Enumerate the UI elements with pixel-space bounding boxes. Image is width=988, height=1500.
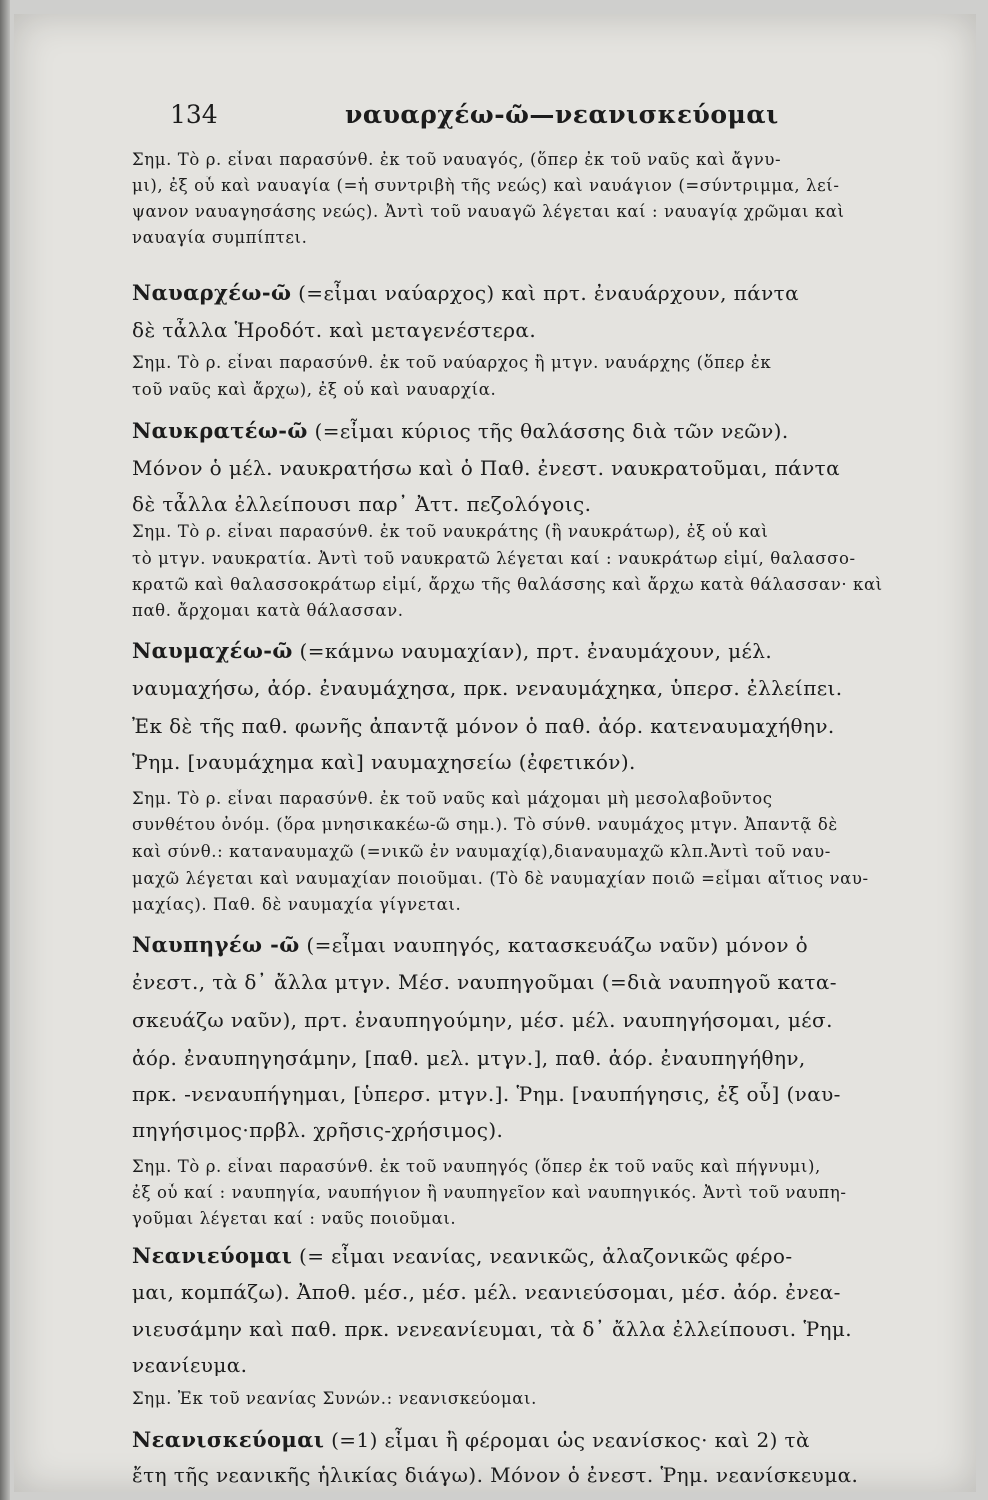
line-text: σκευάζω ναῦν), πρτ. ἐναυπηγούμην, μέσ. μέλ. ναυπηγήσομαι, μέσ. bbox=[132, 1008, 833, 1032]
note-line bbox=[132, 842, 962, 861]
line-text: νιευσάμην καὶ παθ. πρκ. νενεανίευμαι, τὰ δ᾽ ἄλλα ἐλλείπουσι. Ῥημ. bbox=[132, 1317, 853, 1341]
text-line bbox=[132, 456, 962, 480]
note-line bbox=[132, 895, 962, 914]
headword: Ναυκρατέω-ῶ bbox=[132, 418, 308, 443]
headword: Νεανισκεύομαι bbox=[132, 1427, 325, 1452]
line-text: ναυαγία συμπίπτει. bbox=[132, 228, 308, 247]
line-text: (= εἶμαι νεανίας, νεανικῶς, ἀλαζονικῶς φέρο- bbox=[292, 1244, 793, 1268]
note-line bbox=[132, 202, 962, 221]
page-edge-shadow bbox=[0, 0, 10, 1500]
line-text: (=κάμνω ναυμαχίαν), πρτ. ἐναυμάχουν, μέλ. bbox=[292, 639, 773, 663]
line-text: πηγήσιμος·πρβλ. χρῆσις-χρήσιμος). bbox=[132, 1118, 504, 1142]
note-line bbox=[132, 815, 962, 834]
text-line bbox=[132, 1353, 962, 1377]
line-text: δὲ τἆλλα ἐλλείπουσι παρ᾽ Ἀττ. πεζολόγοις. bbox=[132, 492, 592, 516]
line-text: Σημ. Τὸ ρ. εἶναι παρασύνθ. ἐκ τοῦ ναῦς καὶ μάχομαι μὴ μεσολαβοῦντος bbox=[132, 789, 773, 808]
text-line bbox=[132, 1463, 962, 1487]
note-line bbox=[132, 522, 962, 541]
note-line bbox=[132, 575, 962, 594]
line-text: ἀόρ. ἐναυπηγησάμην, [παθ. μελ. μτγν.], παθ. ἀόρ. ἐναυπηγήθην, bbox=[132, 1046, 806, 1070]
line-text: τοῦ ναῦς καὶ ἄρχω), ἐξ οὗ καὶ ναυαρχία. bbox=[132, 380, 497, 399]
page-header bbox=[170, 100, 960, 140]
note-line bbox=[132, 150, 962, 169]
line-text: ψανον ναυαγησάσης νεώς). Ἀντὶ τοῦ ναυαγῶ λέγεται καί : ναυαγίᾳ χρῶμαι καὶ bbox=[132, 202, 845, 221]
note-line bbox=[132, 1183, 962, 1202]
page-number: 134 bbox=[170, 100, 218, 129]
line-text: (=1) εἶμαι ἢ φέρομαι ὡς νεανίσκος· καὶ 2) τὰ bbox=[324, 1428, 810, 1452]
text-line bbox=[132, 750, 962, 774]
text-line bbox=[132, 1317, 962, 1341]
note-line bbox=[132, 228, 962, 247]
entry-headword-line bbox=[132, 1243, 962, 1268]
note-line bbox=[132, 789, 962, 808]
line-text: καὶ σύνθ.: καταναυμαχῶ (=νικῶ ἐν ναυμαχίᾳ),διαναυμαχῶ κλπ.Ἀντὶ τοῦ ναυ- bbox=[132, 842, 831, 861]
note-line bbox=[132, 1389, 962, 1408]
text-line bbox=[132, 1280, 962, 1304]
line-text: δὲ τἆλλα Ἡροδότ. καὶ μεταγενέστερα. bbox=[132, 318, 537, 342]
text-line bbox=[132, 1008, 962, 1032]
line-text: Ἐκ δὲ τῆς παθ. φωνῆς ἀπαντᾷ μόνον ὁ παθ. ἀόρ. κατεναυμαχήθην. bbox=[132, 714, 835, 738]
text-line bbox=[132, 492, 962, 516]
line-text: μι), ἐξ οὗ καὶ ναυαγία (=ἡ συντριβὴ τῆς νεώς) καὶ ναυάγιον (=σύντριμμα, λεί- bbox=[132, 176, 840, 195]
text-line bbox=[132, 714, 962, 738]
line-text: ἐξ οὗ καί : ναυπηγία, ναυπήγιον ἢ ναυπηγεῖον καὶ ναυπηγικός. Ἀντὶ τοῦ ναυπη- bbox=[132, 1183, 847, 1202]
entry-headword-line bbox=[132, 1427, 962, 1452]
note-line bbox=[132, 549, 962, 568]
note-line bbox=[132, 869, 962, 888]
line-text: πρκ. -νεναυπήγημαι, [ὑπερσ. μτγν.]. Ῥημ. [ναυπήγησις, ἐξ οὗ] (ναυ- bbox=[132, 1082, 841, 1106]
line-text: (=εἶμαι κύριος τῆς θαλάσσης διὰ τῶν νεῶν). bbox=[307, 419, 789, 443]
note-line bbox=[132, 1209, 962, 1228]
headword: Ναυπηγέω -ῶ bbox=[132, 932, 300, 957]
entry-headword-line bbox=[132, 280, 962, 305]
line-text: γοῦμαι λέγεται καί : ναῦς ποιοῦμαι. bbox=[132, 1209, 457, 1228]
line-text: ἐνεστ., τὰ δ᾽ ἄλλα μτγν. Μέσ. ναυπηγοῦμαι (=διὰ ναυπηγοῦ κατα- bbox=[132, 970, 837, 994]
text-line bbox=[132, 970, 962, 994]
entry-headword-line bbox=[132, 418, 962, 443]
note-line bbox=[132, 176, 962, 195]
line-text: ναυμαχήσω, ἀόρ. ἐναυμάχησα, πρκ. νεναυμάχηκα, ὑπερσ. ἐλλείπει. bbox=[132, 676, 843, 700]
line-text: Σημ. Τὸ ρ. εἶναι παρασύνθ. ἐκ τοῦ ναύαρχος ἢ μτγν. ναυάρχης (ὅπερ ἐκ bbox=[132, 353, 772, 372]
entry-headword-line bbox=[132, 638, 962, 663]
line-text: (=εἶμαι ναυπηγός, κατασκευάζω ναῦν) μόνον ὁ bbox=[299, 933, 809, 957]
line-text: Σημ. Ἐκ τοῦ νεανίας Συνών.: νεανισκεύομαι. bbox=[132, 1389, 537, 1408]
entry-headword-line bbox=[132, 932, 962, 957]
line-text: συνθέτου ὀνόμ. (ὅρα μνησικακέω-ῶ σημ.). Τὸ σύνθ. ναυμάχος μτγν. Ἀπαντᾷ δὲ bbox=[132, 815, 838, 834]
line-text: Ῥημ. [ναυμάχημα καὶ] ναυμαχησείω (ἐφετικόν). bbox=[132, 750, 636, 774]
line-text: Σημ. Τὸ ρ. εἶναι παρασύνθ. ἐκ τοῦ ναυκράτης (ἢ ναυκράτωρ), ἐξ οὗ καὶ bbox=[132, 522, 769, 541]
line-text: μαχῶ λέγεται καὶ ναυμαχίαν ποιοῦμαι. (Τὸ δὲ ναυμαχίαν ποιῶ =εἶμαι αἴτιος ναυ- bbox=[132, 869, 869, 888]
line-text: μαχίας). Παθ. δὲ ναυμαχία γίγνεται. bbox=[132, 895, 462, 914]
line-text: Σημ. Τὸ ρ. εἶναι παρασύνθ. ἐκ τοῦ ναυαγός, (ὅπερ ἐκ τοῦ ναῦς καὶ ἄγνυ- bbox=[132, 150, 782, 169]
line-text: (=εἶμαι ναύαρχος) καὶ πρτ. ἐναυάρχουν, πάντα bbox=[291, 281, 800, 305]
text-line bbox=[132, 1118, 962, 1142]
note-line bbox=[132, 380, 962, 399]
line-text: Σημ. Τὸ ρ. εἶναι παρασύνθ. ἐκ τοῦ ναυπηγός (ὅπερ ἐκ τοῦ ναῦς καὶ πήγνυμι), bbox=[132, 1157, 821, 1176]
note-line bbox=[132, 601, 962, 620]
line-text: νεανίευμα. bbox=[132, 1353, 248, 1377]
headword: Ναυμαχέω-ῶ bbox=[132, 638, 293, 663]
line-text: ἔτη τῆς νεανικῆς ἡλικίας διάγω). Μόνον ὁ ἐνεστ. Ῥημ. νεανίσκευμα. bbox=[132, 1463, 859, 1487]
running-head: ναυαρχέω-ῶ—νεανισκεύομαι bbox=[345, 100, 779, 129]
line-text: τὸ μτγν. ναυκρατία. Ἀντὶ τοῦ ναυκρατῶ λέγεται καί : ναυκράτωρ εἰμί, θαλασσο- bbox=[132, 549, 856, 568]
headword: Ναυαρχέω-ῶ bbox=[132, 280, 292, 305]
line-text: κρατῶ καὶ θαλασσοκράτωρ εἰμί, ἄρχω τῆς θαλάσσης καὶ ἄρχω κατὰ θάλασσαν· καὶ bbox=[132, 575, 883, 594]
text-line bbox=[132, 318, 962, 342]
text-line bbox=[132, 676, 962, 700]
headword: Νεανιεύομαι bbox=[132, 1243, 293, 1268]
line-text: παθ. ἄρχομαι κατὰ θάλασσαν. bbox=[132, 601, 404, 620]
line-text: μαι, κομπάζω). Ἀποθ. μέσ., μέσ. μέλ. νεανιεύσομαι, μέσ. ἀόρ. ἐνεα- bbox=[132, 1280, 841, 1304]
note-line bbox=[132, 1157, 962, 1176]
text-line bbox=[132, 1046, 962, 1070]
line-text: Μόνον ὁ μέλ. ναυκρατήσω καὶ ὁ Παθ. ἐνεστ. ναυκρατοῦμαι, πάντα bbox=[132, 456, 841, 480]
note-line bbox=[132, 353, 962, 372]
text-line bbox=[132, 1082, 962, 1106]
